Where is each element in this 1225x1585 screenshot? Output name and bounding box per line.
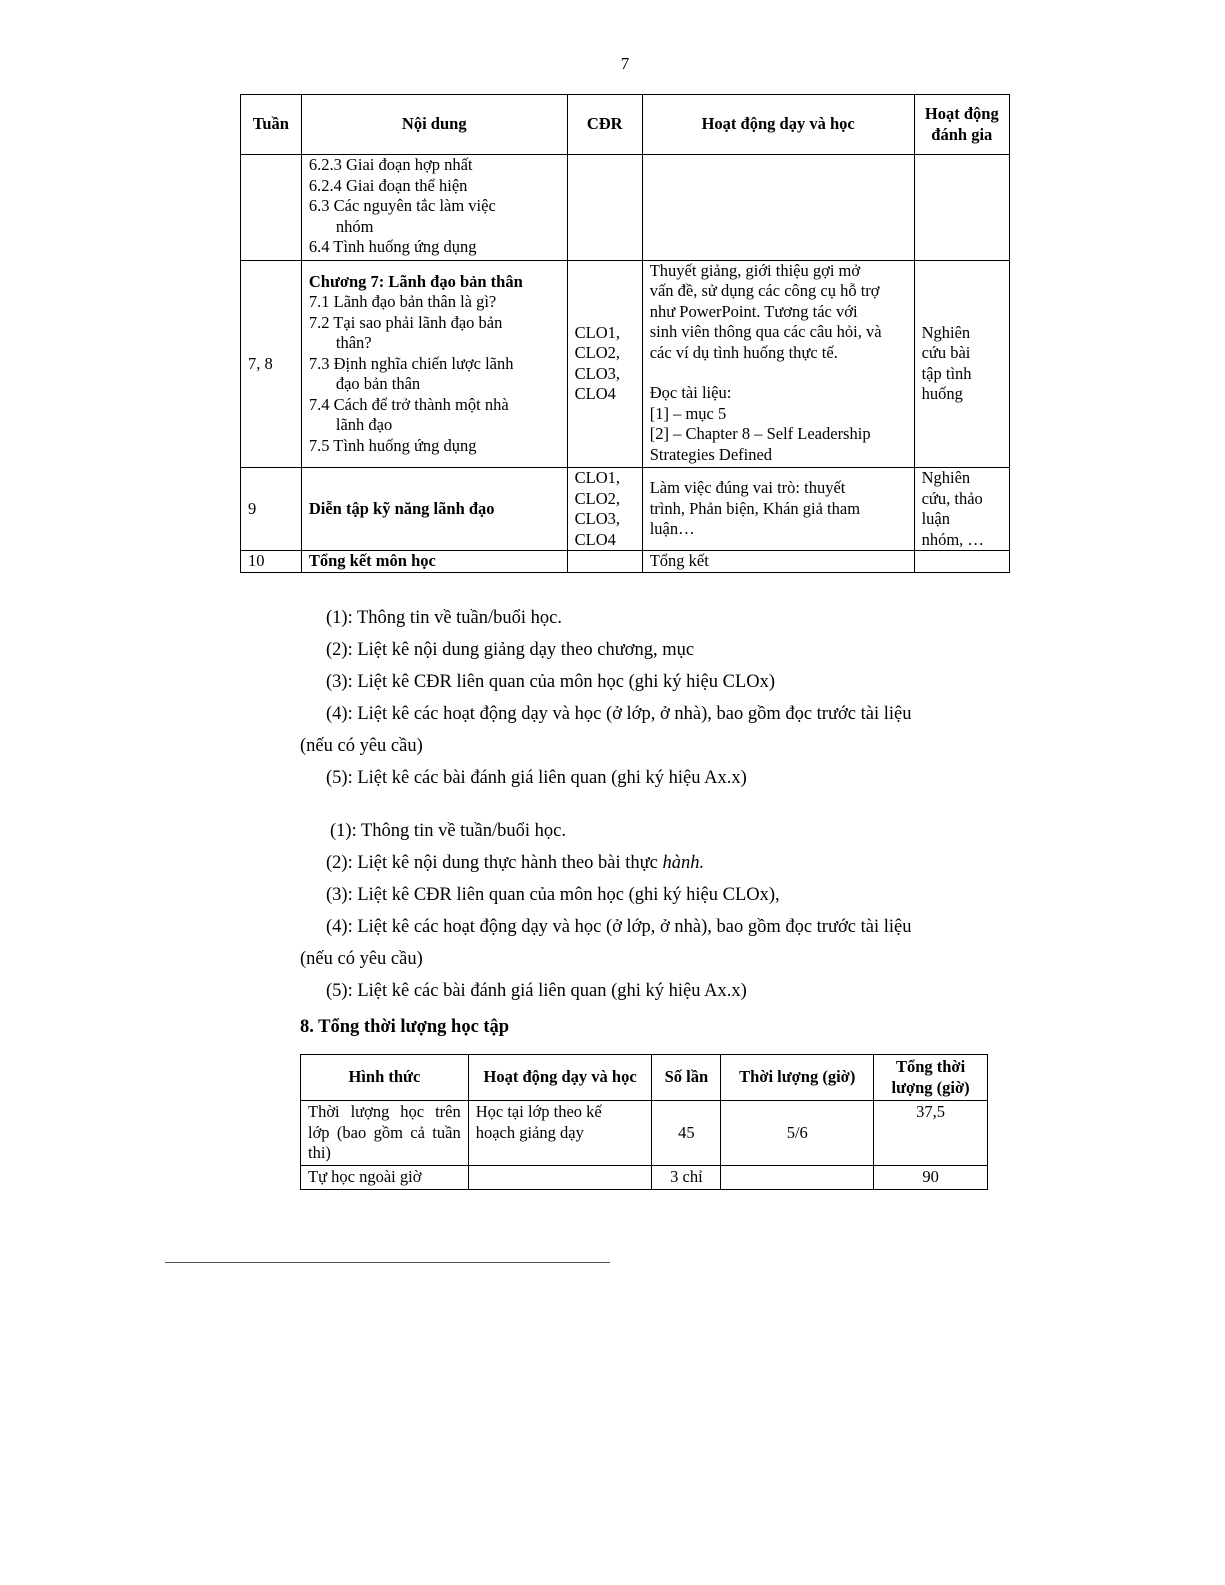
activity-line: luận… — [649, 519, 695, 539]
note-line: (3): Liệt kê CĐR liên quan của môn học (ghi ký hiệu CLOx) — [326, 672, 776, 692]
assessment-line: luận — [921, 509, 951, 528]
week-cell: 10 — [241, 551, 302, 573]
assessment-line: cứu bài — [921, 343, 971, 363]
content-line: 7.1 Lãnh đạo bản thân là gì? — [308, 292, 497, 311]
content-line: 6.2.3 Giai đoạn hợp nhất — [308, 155, 473, 174]
content-line: 7.4 Cách để trở thành một nhà — [308, 394, 509, 414]
clo-item: CLO2, — [574, 488, 621, 508]
note-line: (5): Liệt kê các bài đánh giá liên quan (ghi ký hiệu Ax.x) — [326, 768, 747, 788]
activity-line: Strategies Defined — [649, 444, 773, 464]
chapter-title: Chương 7: Lãnh đạo bản thân — [308, 271, 523, 291]
activity-line: [2] – Chapter 8 – Self Leadership — [649, 424, 871, 443]
assessment-cell — [914, 468, 1009, 551]
schedule-table — [240, 94, 1010, 573]
duration-cell: 5/6 — [721, 1101, 874, 1166]
content-line: 6.4 Tình huống ứng dụng — [308, 237, 477, 256]
content-cell: Tổng kết môn học — [301, 551, 567, 573]
note-line: (4): Liệt kê các hoạt động dạy và học (ở lớp, ở nhà), bao gồm đọc trước tài liệu — [326, 917, 912, 937]
assessment-line: tập tình — [921, 363, 972, 383]
schedule-header-row — [241, 95, 1010, 155]
note-line — [300, 847, 972, 879]
note-line: (nếu có yêu cầu) — [300, 949, 423, 969]
content-line: 7.2 Tại sao phải lãnh đạo bản — [308, 312, 503, 332]
table-row — [301, 1101, 988, 1166]
header-duration: Thời lượng (giờ) — [721, 1055, 874, 1101]
total-cell: 90 — [874, 1165, 988, 1189]
header-week: Tuần — [241, 95, 302, 155]
cdr-cell — [567, 260, 642, 468]
clo-item: CLO4 — [574, 529, 616, 549]
assessment-cell — [914, 155, 1009, 261]
activity-line: như PowerPoint. Tương tác với — [649, 301, 858, 321]
table-row — [301, 1165, 988, 1189]
content-line: 6.3 Các nguyên tắc làm việc — [308, 196, 496, 215]
note-line: (5): Liệt kê các bài đánh giá liên quan (ghi ký hiệu Ax.x) — [326, 981, 747, 1001]
assessment-cell — [914, 260, 1009, 468]
count-cell: 45 — [652, 1101, 721, 1166]
activities-cell — [642, 260, 914, 468]
content-line: đạo bản thân — [335, 374, 421, 393]
header-activities: Hoạt động dạy và học — [642, 95, 914, 155]
clo-item: CLO1, — [574, 468, 621, 487]
assessment-line: cứu, thảo — [921, 488, 983, 508]
header-cdr: CĐR — [567, 95, 642, 155]
duration-cell — [721, 1165, 874, 1189]
clo-item: CLO1, — [574, 322, 621, 342]
count-cell: 3 chỉ — [652, 1165, 721, 1189]
table-row — [241, 551, 1010, 573]
note-line: (4): Liệt kê các hoạt động dạy và học (ở lớp, ở nhà), bao gồm đọc trước tài liệu — [326, 704, 912, 724]
footer-rule — [165, 1262, 610, 1263]
note-line: (2): Liệt kê nội dung giảng dạy theo chương, mục — [326, 640, 695, 660]
cdr-cell — [567, 155, 642, 261]
week-cell — [241, 155, 302, 261]
activity-line: Thuyết giảng, giới thiệu gợi mở — [649, 260, 861, 280]
header-form: Hình thức — [301, 1055, 469, 1101]
note-line: (nếu có yêu cầu) — [300, 736, 423, 756]
assessment-line: Nghiên — [921, 468, 971, 487]
activities-cell: Tổng kết — [642, 551, 914, 573]
header-total: Tổng thời lượng (giờ) — [874, 1055, 988, 1101]
clo-item: CLO2, — [574, 343, 621, 363]
week-cell: 7, 8 — [241, 260, 302, 468]
content-line: lãnh đạo — [335, 415, 393, 434]
header-assessment: Hoạt động đánh gia — [914, 95, 1009, 155]
note-line: (3): Liệt kê CĐR liên quan của môn học (ghi ký hiệu CLOx), — [326, 885, 780, 905]
hours-table — [300, 1054, 988, 1190]
content-line: nhóm — [335, 216, 374, 236]
assessment-line: huống — [921, 384, 963, 404]
form-cell: Tự học ngoài giờ — [301, 1165, 469, 1189]
hours-header-row — [301, 1055, 988, 1101]
assessment-line: Nghiên — [921, 322, 971, 342]
assessment-cell — [914, 551, 1009, 573]
activity-line: Làm việc đúng vai trò: thuyết — [649, 478, 846, 498]
content-cell — [301, 260, 567, 468]
content-line: 7.3 Định nghĩa chiến lược lãnh — [308, 353, 514, 373]
note-line: (1): Thông tin về tuần/buổi học. — [326, 608, 563, 628]
activity-line: các ví dụ tình huống thực tế. — [649, 342, 838, 362]
content-cell — [301, 155, 567, 261]
form-cell: Thời lượng học trên lớp (bao gồm cả tuần thi) — [301, 1101, 469, 1166]
cdr-cell — [567, 551, 642, 573]
activity-line: sinh viên thông qua các câu hỏi, và — [649, 322, 882, 341]
activity-cell — [468, 1165, 652, 1189]
activity-line: Đọc tài liệu: — [649, 383, 732, 402]
activity-line: [1] – mục 5 — [649, 403, 727, 423]
header-activity: Hoạt động dạy và học — [468, 1055, 652, 1101]
header-count: Số lần — [652, 1055, 721, 1101]
note-text: (2): Liệt kê nội dung thực hành theo bài thực — [326, 853, 663, 873]
content-line: thân? — [335, 333, 372, 352]
table-row — [241, 155, 1010, 261]
content-line: 7.5 Tình huống ứng dụng — [308, 435, 477, 455]
content-cell: Diễn tập kỹ năng lãnh đạo — [301, 468, 567, 551]
total-cell: 37,5 — [874, 1101, 988, 1166]
table-row — [241, 468, 1010, 551]
notes-group-1 — [300, 602, 972, 794]
page-number: 7 — [620, 54, 630, 73]
content-line: 6.2.4 Giai đoạn thể hiện — [308, 175, 468, 195]
activities-cell — [642, 155, 914, 261]
assessment-line: nhóm, … — [921, 529, 984, 549]
section-8-title: 8. Tổng thời lượng học tập — [300, 1017, 510, 1037]
activities-cell — [642, 468, 914, 551]
clo-item: CLO4 — [574, 384, 616, 404]
note-italic: hành. — [662, 853, 705, 873]
clo-item: CLO3, — [574, 509, 621, 528]
note-line: (1): Thông tin về tuần/buổi học. — [330, 821, 567, 841]
activity-line: trình, Phản biện, Khán giả tham — [649, 498, 861, 518]
header-content: Nội dung — [301, 95, 567, 155]
notes-group-2 — [300, 815, 972, 1043]
table-row — [241, 260, 1010, 468]
cdr-cell — [567, 468, 642, 551]
activity-cell: Học tại lớp theo kế hoạch giảng dạy — [468, 1101, 652, 1166]
activity-line: vấn đề, sử dụng các công cụ hỗ trợ — [649, 281, 880, 300]
clo-item: CLO3, — [574, 363, 621, 383]
week-cell: 9 — [241, 468, 302, 551]
